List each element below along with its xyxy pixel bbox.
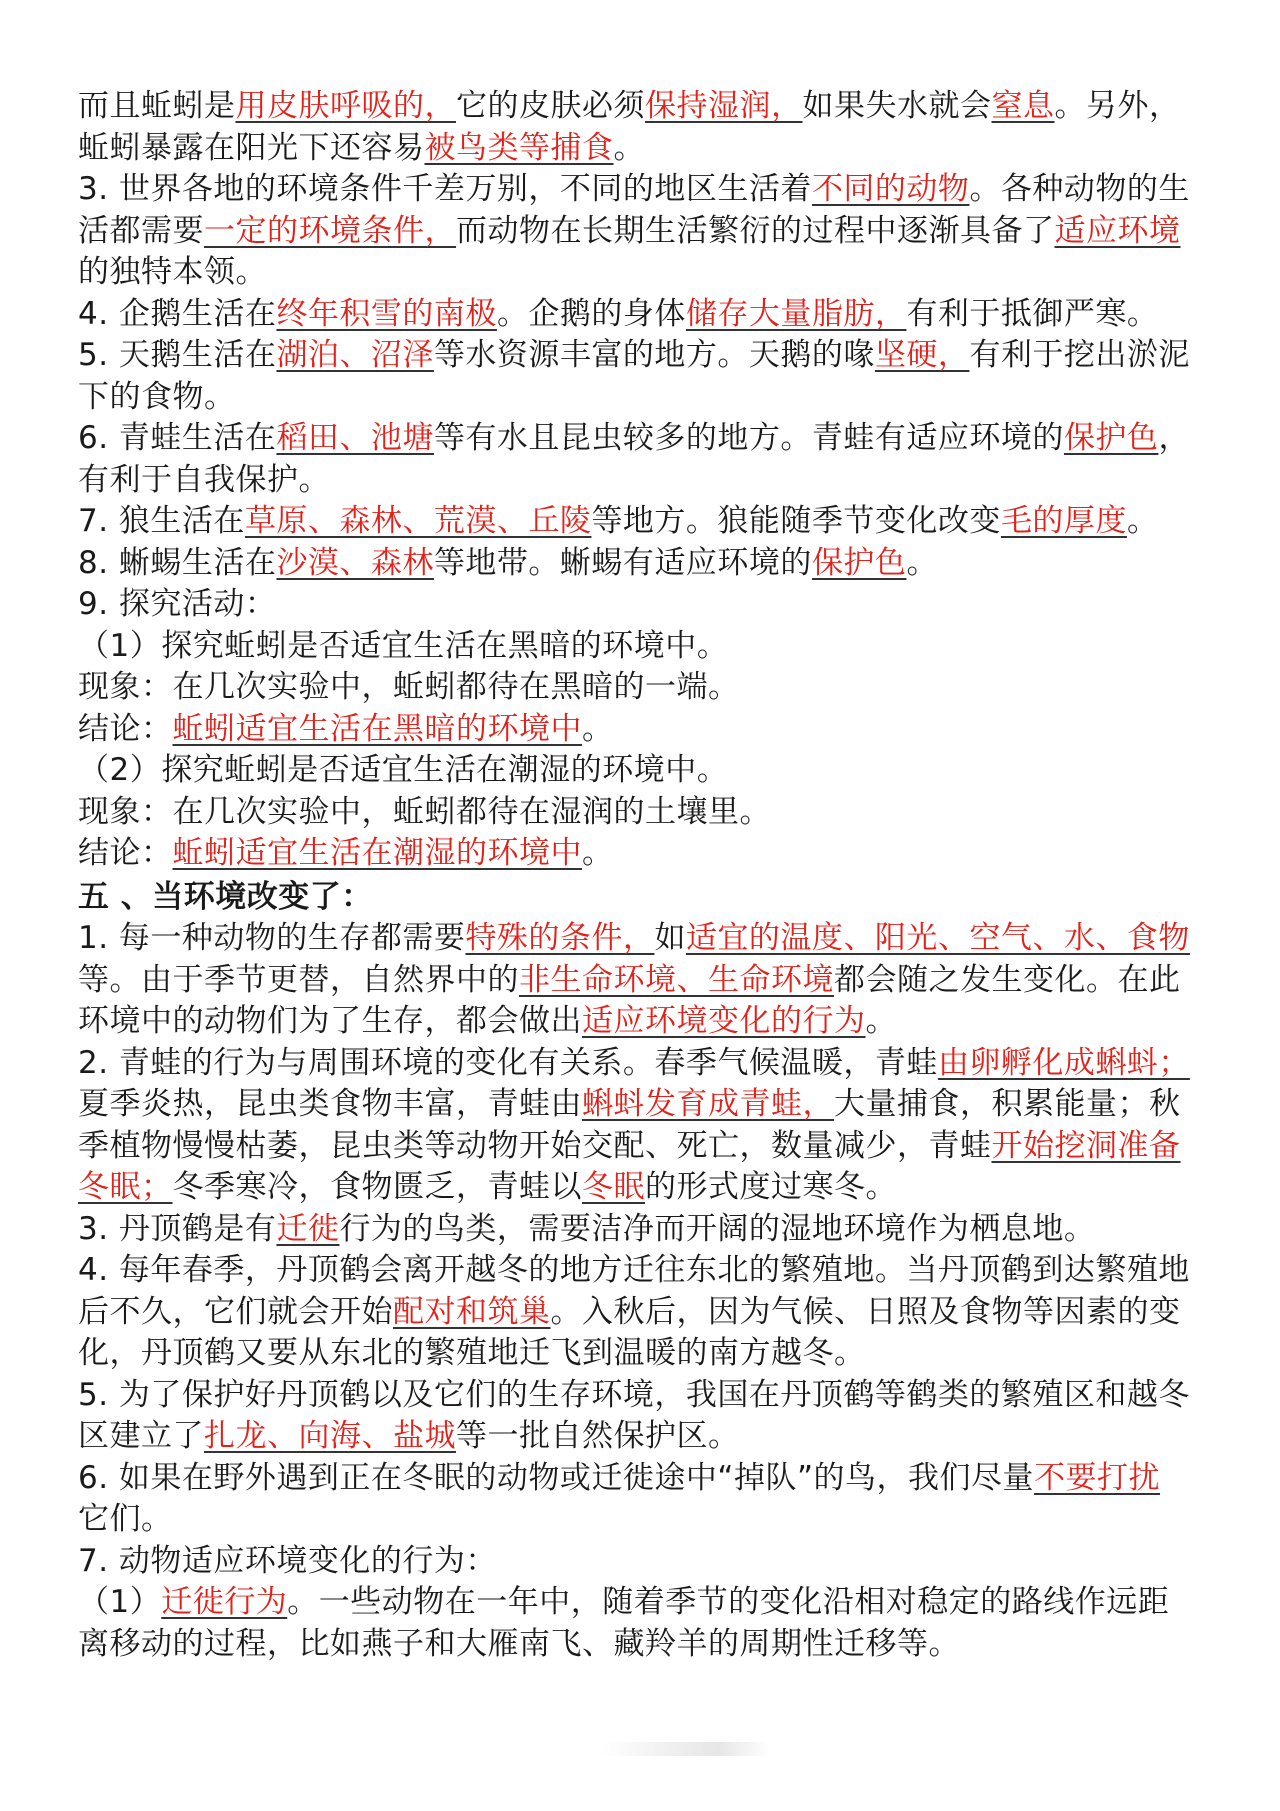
text-segment: 冬季寒冷，食物匮乏，青蛙以: [172, 1169, 582, 1205]
text-segment: 而动物在长期生活繁衍的过程中逐渐具备了: [456, 212, 1055, 249]
answer-highlight: 湖泊、沼泽: [276, 337, 434, 373]
answer-highlight: 被鸟类等捕食: [424, 129, 614, 166]
answer-highlight: 不同的动物: [811, 171, 970, 207]
answer-highlight: 冬眠；: [78, 1169, 173, 1205]
text-segment: 化，丹顶鹤又要从东北的繁殖地迁飞到温暖的南方越冬。: [78, 1335, 866, 1371]
answer-highlight: 配对和筑巢: [393, 1293, 551, 1330]
text-segment: 等地方。狼能随季节变化改变: [591, 503, 1001, 539]
answer-highlight: 扎龙、向海、盐城: [204, 1418, 456, 1454]
text-segment: 有利于抵御严寒。: [906, 295, 1159, 332]
text-segment: 。: [613, 129, 645, 166]
text-segment: 结论：: [78, 835, 173, 871]
answer-highlight: 特殊的条件，: [465, 920, 655, 956]
text-line: [78, 335, 1208, 377]
text-segment: 6. 青蛙生活在: [78, 420, 277, 456]
text-line: [78, 169, 1208, 211]
text-line: [78, 1333, 1208, 1375]
text-line: [78, 1292, 1208, 1334]
text-segment: 大量捕食，积累能量；秋: [834, 1086, 1181, 1122]
text-segment: 3. 世界各地的环境条件千差万别，不同的地区生活着: [78, 171, 812, 207]
answer-highlight: 保持湿润，: [645, 88, 803, 124]
text-line: [78, 667, 1208, 709]
text-segment: 9. 探究活动：: [78, 586, 277, 622]
text-line: [78, 1458, 1208, 1500]
text-line: [78, 1084, 1208, 1126]
text-segment: 如: [654, 920, 686, 956]
text-line: [78, 543, 1208, 585]
text-segment: 。各种动物的生: [969, 171, 1190, 207]
answer-highlight: 冬眠: [582, 1169, 645, 1205]
text-segment: 的形式度过寒冬。: [645, 1169, 897, 1205]
text-segment: 8. 蜥蜴生活在: [78, 544, 277, 581]
text-segment: 4. 企鹅生活在: [78, 295, 277, 332]
text-segment: 。: [906, 544, 938, 581]
text-segment: ，: [1158, 420, 1190, 456]
answer-highlight: 蚯蚓适宜生活在黑暗的环境中: [172, 710, 582, 747]
text-segment: 6. 如果在野外遇到正在冬眠的动物或迁徙途中“掉队”的鸟，我们尽量: [78, 1459, 1035, 1496]
text-segment: 等水资源丰富的地方。天鹅的喙: [433, 337, 875, 373]
text-line: [78, 1250, 1208, 1292]
text-line: [78, 1209, 1208, 1251]
text-segment: 现象：在几次实验中，蚯蚓都待在黑暗的一端。: [78, 669, 740, 705]
text-segment: 。一些动物在一年中，随着季节的变化沿相对稳定的路线作远距: [287, 1584, 1170, 1620]
answer-highlight: 保护色: [811, 544, 907, 581]
answer-highlight: 用皮肤呼吸的，: [235, 88, 456, 124]
text-line: [78, 626, 1208, 668]
text-line: [78, 501, 1208, 543]
text-line: [78, 128, 1208, 170]
answer-highlight: 终年积雪的南极: [276, 295, 497, 332]
answer-highlight: 非生命环境、生命环境: [519, 961, 834, 998]
text-line: [78, 1624, 1208, 1666]
text-segment: 如果失水就会: [802, 88, 992, 124]
text-segment: 5. 天鹅生活在: [78, 337, 277, 373]
text-segment: 蚯蚓暴露在阳光下还容易: [78, 129, 425, 166]
text-line: [78, 1001, 1208, 1043]
text-line: [78, 792, 1208, 834]
text-segment: 7. 狼生活在: [78, 503, 245, 539]
text-line: [78, 918, 1208, 960]
answer-highlight: 蚯蚓适宜生活在潮湿的环境中: [172, 835, 582, 871]
text-segment: 活都需要: [78, 212, 204, 249]
text-line: [78, 460, 1208, 502]
text-segment: 7. 动物适应环境变化的行为：: [78, 1542, 497, 1579]
text-segment: 行为的鸟类，需要洁净而开阔的湿地环境作为栖息地。: [339, 1210, 1096, 1247]
answer-highlight: 开始挖洞准备: [991, 1127, 1181, 1164]
text-segment: 。: [582, 710, 614, 747]
text-line: [78, 1499, 1208, 1541]
text-segment: 后不久，它们就会开始: [78, 1293, 393, 1330]
text-segment: 而且蚯蚓是: [78, 88, 236, 124]
text-line: [78, 1416, 1208, 1458]
text-line: [78, 1582, 1208, 1624]
text-line: [78, 584, 1208, 626]
text-line: [78, 211, 1208, 253]
text-segment: 4. 每年春季，丹顶鹤会离开越冬的地方迁往东北的繁殖地。当丹顶鹤到达繁殖地: [78, 1252, 1190, 1288]
text-line: [78, 1375, 1208, 1417]
text-segment: 区建立了: [78, 1418, 204, 1454]
answer-highlight: 适应环境变化的行为: [582, 1003, 866, 1039]
text-segment: 等地带。蜥蜴有适应环境的: [433, 544, 812, 581]
text-line: [78, 833, 1208, 875]
text-line: [78, 709, 1208, 751]
text-segment: 夏季炎热，昆虫类食物丰富，青蛙由: [78, 1086, 582, 1122]
text-segment: 有利于自我保护。: [78, 461, 330, 498]
text-line: [78, 252, 1208, 294]
answer-highlight: 适宜的温度、阳光、空气、水、食物: [685, 920, 1190, 956]
text-line: [78, 1126, 1208, 1168]
text-segment: 五 、当环境改变了：: [78, 878, 373, 915]
answer-highlight: 储存大量脂肪，: [685, 295, 907, 332]
text-segment: 3. 丹顶鹤是有: [78, 1210, 277, 1247]
text-segment: （2）探究蚯蚓是否适宜生活在潮湿的环境中。: [78, 752, 729, 788]
answer-highlight: 迁徙: [276, 1210, 340, 1247]
text-line: [78, 1541, 1208, 1583]
document-page: [78, 86, 1208, 1665]
text-segment: 它的皮肤必须: [456, 88, 645, 124]
answer-highlight: 沙漠、森林: [276, 544, 434, 581]
text-segment: （1）: [78, 1584, 162, 1620]
text-segment: 都会随之发生变化。在此: [834, 961, 1181, 998]
answer-highlight: 保护色: [1063, 420, 1159, 456]
text-line: [78, 960, 1208, 1002]
text-segment: 有利于挖出淤泥: [969, 337, 1190, 373]
text-segment: 等一批自然保护区。: [456, 1418, 740, 1454]
page-footer-mark: [600, 1742, 770, 1756]
answer-highlight: 草原、森林、荒漠、丘陵: [244, 503, 592, 539]
text-segment: 离移动的过程，比如燕子和大雁南飞、藏羚羊的周期性迁移等。: [78, 1625, 960, 1662]
text-segment: 季植物慢慢枯萎，昆虫类等动物开始交配、死亡，数量减少，青蛙: [78, 1127, 992, 1164]
answer-highlight: 毛的厚度: [1000, 503, 1127, 539]
text-segment: 。: [1126, 503, 1159, 539]
text-segment: 它们。: [78, 1501, 173, 1537]
text-segment: 现象：在几次实验中，蚯蚓都待在湿润的土壤里。: [78, 793, 771, 830]
text-segment: 的独特本领。: [78, 254, 267, 290]
text-line: [78, 1043, 1208, 1085]
text-segment: 。企鹅的身体: [496, 295, 686, 332]
text-segment: 2. 青蛙的行为与周围环境的变化有关系。春季气候温暖，青蛙: [78, 1044, 938, 1081]
text-segment: （1）探究蚯蚓是否适宜生活在黑暗的环境中。: [78, 627, 729, 664]
text-segment: 环境中的动物们为了生存，都会做出: [78, 1003, 582, 1039]
answer-highlight: 不要打扰: [1034, 1459, 1161, 1496]
text-segment: 下的食物。: [78, 378, 236, 415]
text-line: [78, 1167, 1208, 1209]
section-heading: [78, 877, 1208, 919]
text-segment: 1. 每一种动物的生存都需要: [78, 920, 466, 956]
answer-highlight: 迁徙行为: [161, 1584, 288, 1620]
text-line: [78, 377, 1208, 419]
answer-highlight: 由卵孵化成蝌蚪；: [937, 1044, 1190, 1081]
text-segment: 。: [582, 835, 614, 871]
text-line: [78, 294, 1208, 336]
text-line: [78, 750, 1208, 792]
answer-highlight: 坚硬，: [874, 337, 970, 373]
text-segment: 。: [865, 1003, 897, 1039]
answer-highlight: 一定的环境条件，: [204, 212, 456, 249]
text-segment: 。另外，: [1054, 88, 1181, 124]
text-line: [78, 418, 1208, 460]
text-segment: 等。由于季节更替，自然界中的: [78, 961, 519, 998]
text-segment: 结论：: [78, 710, 173, 747]
text-segment: 等有水且昆虫较多的地方。青蛙有适应环境的: [433, 420, 1064, 456]
text-line: [78, 86, 1208, 128]
answer-highlight: 适应环境: [1054, 212, 1181, 249]
text-segment: 5. 为了保护好丹顶鹤以及它们的生存环境，我国在丹顶鹤等鹤类的繁殖区和越冬: [78, 1376, 1190, 1413]
text-segment: 。入秋后，因为气候、日照及食物等因素的变: [550, 1293, 1181, 1330]
answer-highlight: 蝌蚪发育成青蛙，: [582, 1086, 834, 1122]
answer-highlight: 窒息: [991, 88, 1055, 124]
answer-highlight: 稻田、池塘: [276, 420, 434, 456]
